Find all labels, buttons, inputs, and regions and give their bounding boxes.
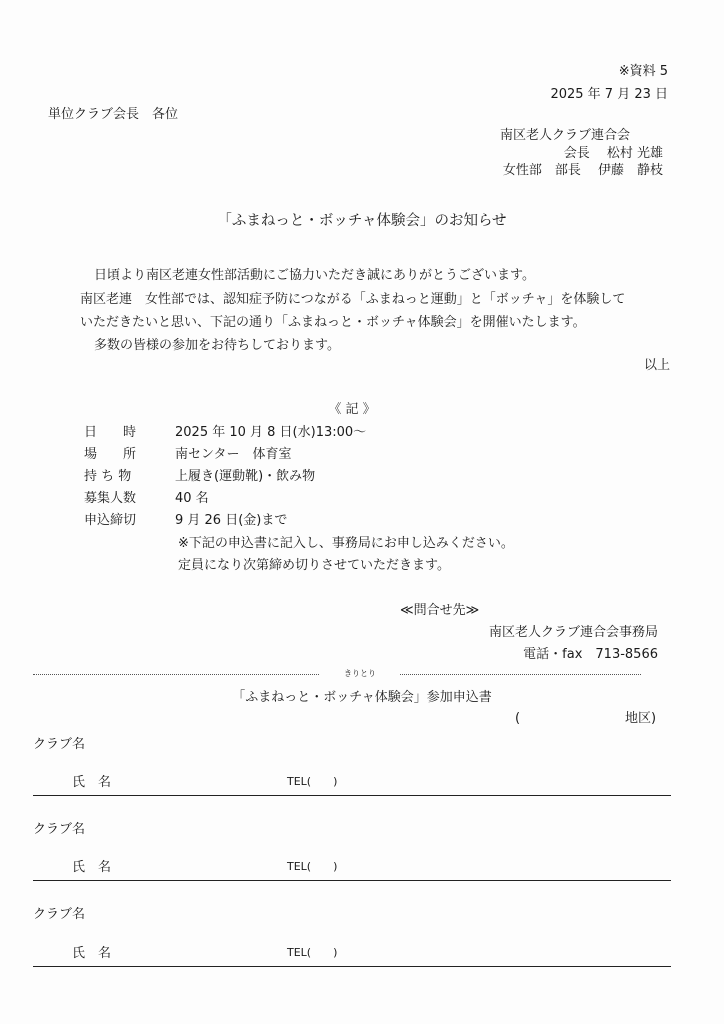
application-note: ※下記の申込書に記入し、事務局にお申し込みください。: [178, 536, 514, 551]
contact-organization: 南区老人クラブ連合会事務局: [488, 625, 658, 640]
contact-phone: 電話・fax 713-8566: [523, 647, 658, 662]
detail-value-place: 南センター 体育室: [175, 447, 292, 462]
detail-value-deadline: 9 月 26 日(金)まで: [175, 513, 288, 528]
tel-label: TEL( ): [287, 860, 338, 873]
form-title: 「ふまねっと・ボッチャ体験会」参加申込書: [232, 690, 492, 705]
body-line: 多数の皆様の参加をお待ちしております。: [94, 338, 340, 353]
club-name-label: クラブ名: [33, 907, 86, 922]
notice-title: 「ふまねっと・ボッチャ体験会」のお知らせ: [217, 213, 507, 229]
deadline-note: 定員になり次第締め切りさせていただきます。: [178, 558, 450, 573]
sender-organization: 南区老人クラブ連合会: [500, 128, 631, 143]
tel-label: TEL( ): [287, 946, 338, 959]
entry-underline: [33, 880, 671, 881]
detail-label-deadline: 申込締切: [84, 513, 137, 528]
detail-label-belongings: 持 ち 物: [84, 469, 132, 484]
details-heading: 《 記 》: [328, 402, 376, 417]
body-line: 南区老連 女性部では、認知症予防につながる「ふまねっと運動」と「ボッチャ」を体験して: [80, 292, 626, 307]
detail-label-datetime: 日 時: [84, 425, 137, 440]
cut-line-label: きりとり: [320, 668, 400, 679]
detail-label-capacity: 募集人数: [84, 491, 137, 506]
addressee: 単位クラブ会長 各位: [48, 107, 179, 122]
person-name-label: 氏 名: [72, 775, 112, 790]
entry-underline: [33, 966, 671, 967]
detail-value-belongings: 上履き(運動靴)・飲み物: [175, 469, 316, 484]
person-name-label: 氏 名: [72, 946, 112, 961]
contact-heading: ≪問合せ先≫: [400, 603, 480, 618]
district-open-paren: (: [515, 711, 521, 726]
club-name-label: クラブ名: [33, 737, 86, 752]
detail-value-datetime: 2025 年 10 月 8 日(水)13:00～: [175, 425, 367, 440]
issue-date: 2025 年 7 月 23 日: [550, 87, 668, 102]
tel-label: TEL( ): [287, 775, 338, 788]
detail-value-capacity: 40 名: [175, 491, 209, 506]
sender-women-division: 女性部 部長 伊藤 静枝: [502, 163, 663, 178]
body-line: いただきたいと思い、下記の通り「ふまねっと・ボッチャ体験会」を開催いたします。: [80, 315, 586, 330]
document-reference: ※資料 5: [618, 64, 668, 79]
sender-chairman: 会長 松村 光雄: [563, 146, 663, 161]
closing-mark: 以上: [643, 358, 670, 373]
entry-underline: [33, 795, 671, 796]
detail-label-place: 場 所: [84, 447, 137, 462]
person-name-label: 氏 名: [72, 860, 112, 875]
body-line: 日頃より南区老連女性部活動にご協力いただき誠にありがとうございます。: [94, 268, 535, 283]
district-label: 地区): [625, 711, 657, 726]
club-name-label: クラブ名: [33, 822, 86, 837]
